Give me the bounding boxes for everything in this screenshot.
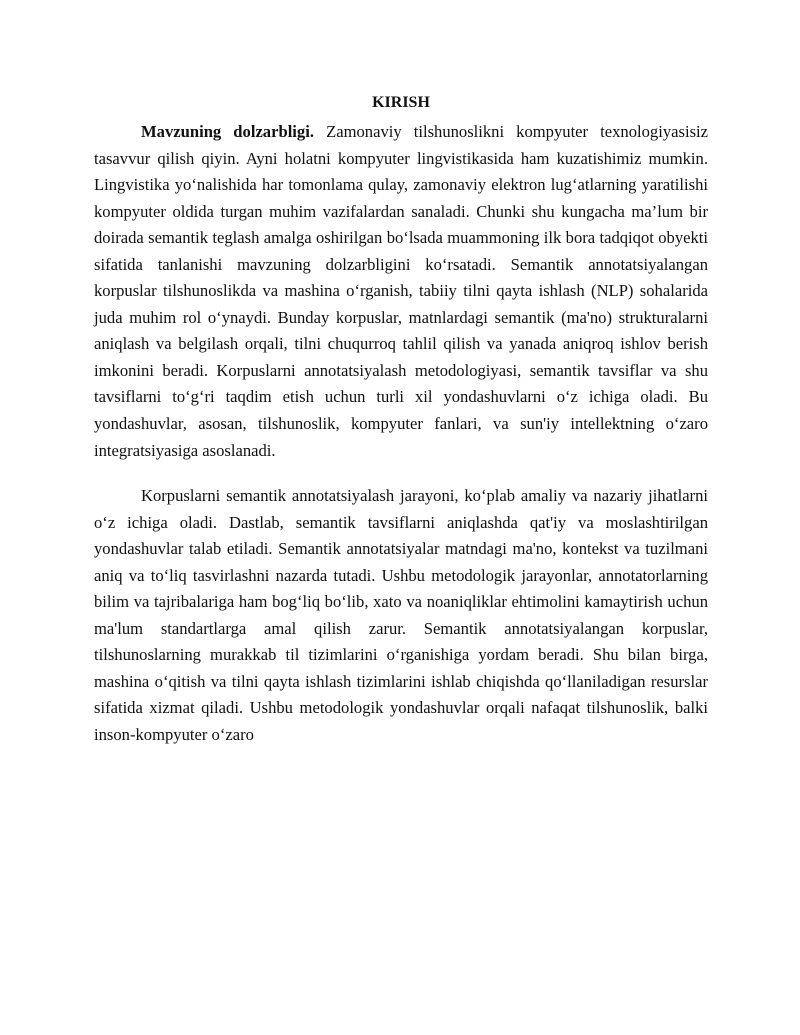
paragraph-relevance <box>94 119 708 464</box>
paragraph-text: Korpuslarni semantik annotatsiyalash jarayoni, ko‘plab amaliy va nazariy jihatlarni o‘z ichiga oladi. Dastlab, semantik tavsiflarni aniqlashda qat'iy va moslashtirilgan yondashuvlar talab etiladi. Semantik annotatsiyalar matndagi ma'no, kontekst va tuzilmani aniq va to‘liq tasvirlashni nazarda tutadi. Ushbu metodologik jarayonlar, annotatorlarning bilim va tajribalariga ham bog‘liq bo‘lib, xato va noaniqliklar ehtimolini kamaytirish uchun ma'lum standartlarga amal qilish zarur. Semantik annotatsiyalangan korpuslar, tilshunoslarning murakkab til tizimlarini o‘rganishiga yordam beradi. Shu bilan birga, mashina o‘qitish va tilni qayta ishlash tizimlarini ishlab chiqishda qo‘llaniladigan resurslar sifatida xizmat qiladi. Ushbu metodologik yondashuvlar orqali nafaqat tilshunoslik, balki inson-kompyuter o‘zaro <box>94 486 708 745</box>
paragraph-text: Zamonaviy tilshunoslikni kompyuter texnologiyasisiz tasavvur qilish qiyin. Ayni holatni kompyuter lingvistikasida ham kuzatishimiz mumkin. Lingvistika yo‘nalishida har tomonlama qulay, zamonaviy elektron lug‘atlarning yaratilishi kompyuter oldida turgan muhim vazifalardan sanaladi. Chunki shu kungacha ma’lum bir doirada semantik teglash amalga oshirilgan bo‘lsada muammoning ilk bora tadqiqot obyekti sifatida tanlanishi mavzuning dolzarbligini ko‘rsatadi. Semantik annotatsiyalangan korpuslar tilshunoslikda va mashina o‘rganish, tabiiy tilni qayta ishlash (NLP) sohalarida juda muhim rol o‘ynaydi. Bunday korpuslar, matnlardagi semantik (ma'no) strukturalarni aniqlash va belgilash orqali, tilni chuqurroq tahlil qilish va yanada aniqroq ishlov berish imkonini beradi. Korpuslarni annotatsiyalash metodologiyasi, semantik tavsiflar va shu tavsiflarni to‘g‘ri taqdim etish uchun turli xil yondashuvlarni o‘z ichiga oladi. Bu yondashuvlar, asosan, tilshunoslik, kompyuter fanlari, va sun'iy intellektning o‘zaro integratsiyasiga asoslanadi. <box>94 122 709 460</box>
paragraph-methodology <box>94 483 708 748</box>
document-page <box>94 90 708 749</box>
paragraph-lead: Mavzuning dolzarbligi. <box>141 122 314 141</box>
section-heading: KIRISH <box>372 94 430 111</box>
